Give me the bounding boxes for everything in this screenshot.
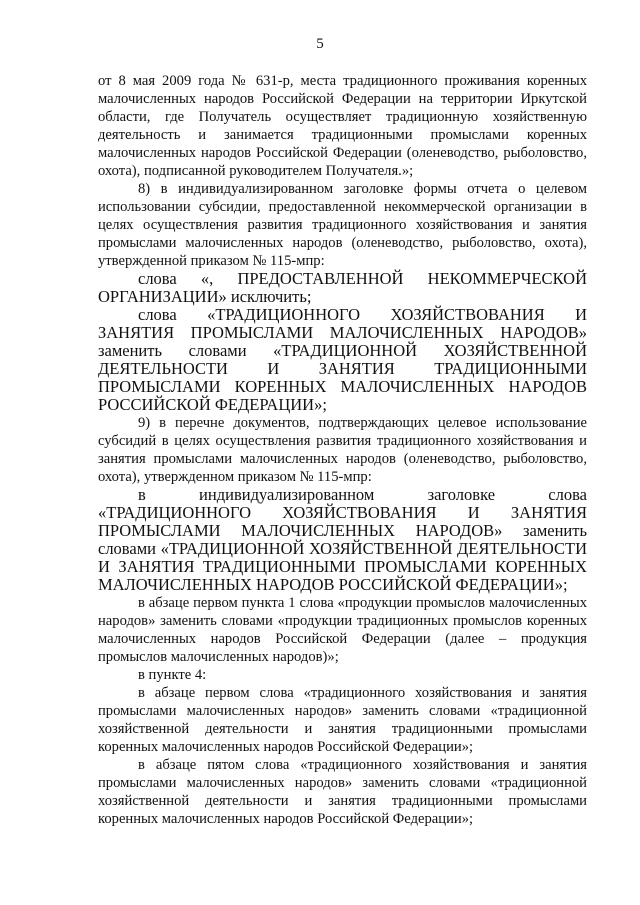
paragraph-item-8: 8) в индивидуализированном заголовке формы отчета о целевом использовании субсидии, предоставленной некоммерческой организации в целях осуществления развития традиционного хозяйствования и занятия промыслами малочисленных народов (оленеводство, рыболовство, охота), утвержденной приказом № 115-мпр: bbox=[98, 181, 587, 269]
paragraph-heading-replace: в индивидуализированном заголовке слова «ТРАДИЦИОННОГО ХОЗЯЙСТВОВАНИЯ И ЗАНЯТИЯ ПРОМЫСЛАМИ МАЛОЧИСЛЕННЫХ НАРОДОВ» заменить словами «ТРАДИЦИОННОЙ ХОЗЯЙСТВЕННОЙ ДЕЯТЕЛЬНОСТИ И ЗАНЯТИЯ ТРАДИЦИОННЫМИ ПРОМЫСЛАМИ КОРЕННЫХ МАЛОЧИСЛЕННЫХ НАРОДОВ РОССИЙСКОЙ ФЕДЕРАЦИИ»; bbox=[98, 485, 587, 594]
paragraph-replace-title: слова «ТРАДИЦИОННОГО ХОЗЯЙСТВОВАНИЯ И ЗАНЯТИЯ ПРОМЫСЛАМИ МАЛОЧИСЛЕННЫХ НАРОДОВ» заменить словами «ТРАДИЦИОННОЙ ХОЗЯЙСТВЕННОЙ ДЕЯТЕЛЬНОСТИ И ЗАНЯТИЯ ТРАДИЦИОННЫМИ ПРОМЫСЛАМИ КОРЕННЫХ МАЛОЧИСЛЕННЫХ НАРОДОВ РОССИЙСКОЙ ФЕДЕРАЦИИ»; bbox=[98, 305, 587, 414]
paragraph-clause-4: в пункте 4: bbox=[138, 667, 207, 683]
paragraph-clause-4-fifth: в абзаце пятом слова «традиционного хозяйствования и занятия промыслами малочисленных народов» заменить словами «традиционной хозяйственной деятельности и занятия традиционными промыслами коренных малочисленных народов Российской Федерации»; bbox=[98, 757, 587, 827]
paragraph-clause-4-first: в абзаце первом слова «традиционного хозяйствования и занятия промыслами малочисленных народов» заменить словами «традиционной хозяйственной деятельности и занятия традиционными промыслами коренных малочисленных народов Российской Федерации»; bbox=[98, 685, 587, 755]
page-number: 5 bbox=[316, 36, 324, 52]
document-body bbox=[98, 72, 587, 828]
paragraph-clause-1: в абзаце первом пункта 1 слова «продукции промыслов малочисленных народов» заменить словами «продукции традиционных промыслов коренных малочисленных народов Российской Федерации (далее – продукция промыслов малочисленных народов)»; bbox=[98, 595, 587, 665]
paragraph-item-9: 9) в перечне документов, подтверждающих целевое использование субсидий в целях осуществления развития традиционного хозяйствования и занятия промыслами малочисленных народов (оленеводство, рыболовство, охота), утвержденном приказом № 115-мпр: bbox=[98, 415, 587, 485]
paragraph-exclude-words: слова «, ПРЕДОСТАВЛЕННОЙ НЕКОММЕРЧЕСКОЙ ОРГАНИЗАЦИИ» исключить; bbox=[98, 269, 587, 306]
paragraph-continuation: от 8 мая 2009 года № 631-р, места традиционного проживания коренных малочисленных народов Российской Федерации на территории Иркутской области, где Получатель осуществляет традиционную хозяйственную деятельность и занимается традиционными промыслами коренных малочисленных народов Российской Федерации (оленеводство, рыболовство, охота), подписанной руководителем Получателя.»; bbox=[98, 73, 587, 179]
